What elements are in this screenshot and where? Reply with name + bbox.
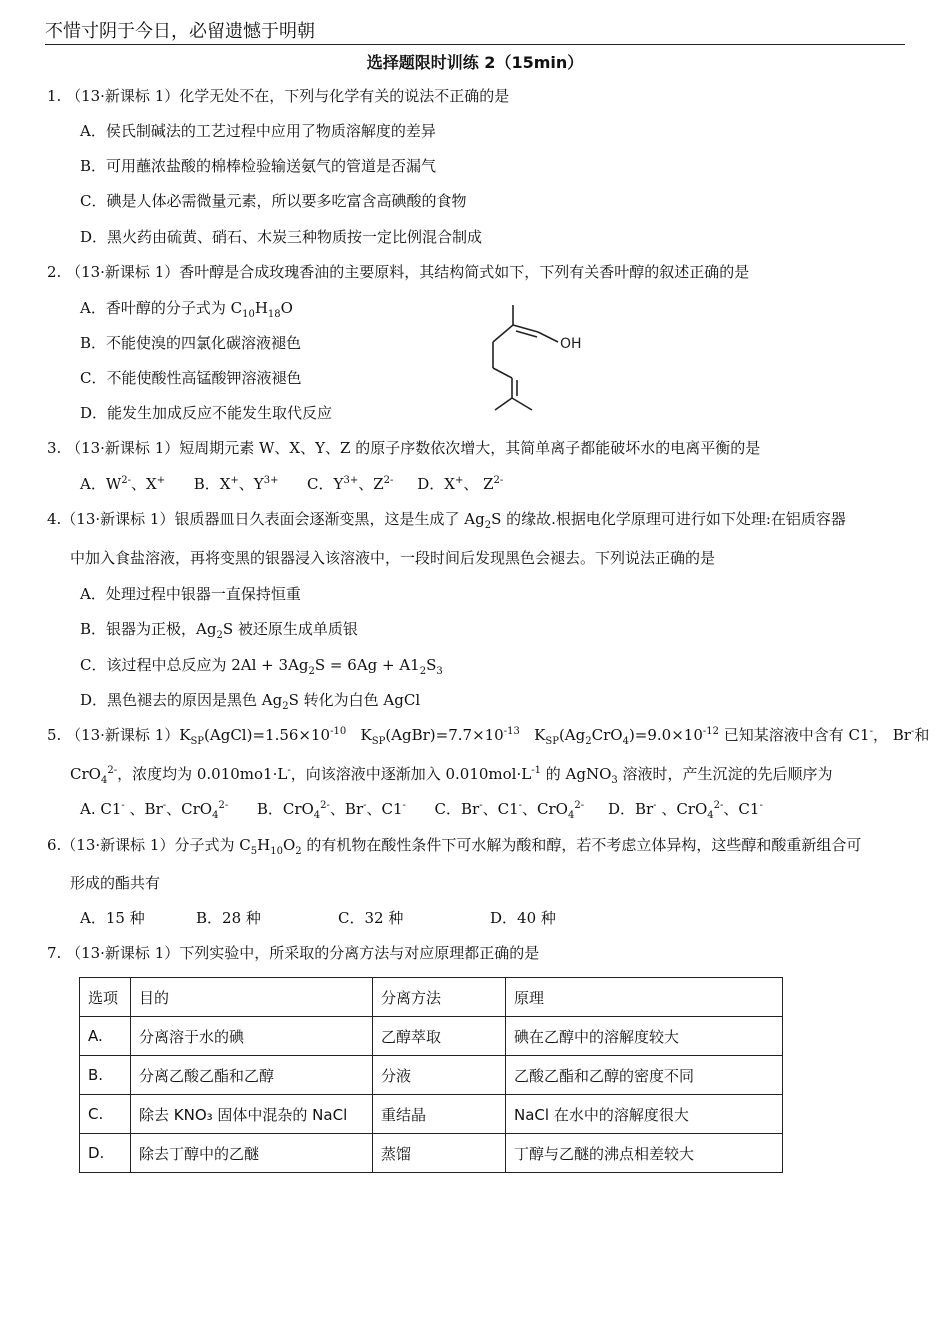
q4-option-b: B．银器为正极，$Ag_2S$ 被还原生成单质银 — [80, 620, 358, 641]
table-cell: 除去 KNO₃ 固体中混杂的 NaCl — [131, 1095, 373, 1134]
table-cell: 乙醇萃取 — [373, 1017, 506, 1056]
table-cell: NaCl 在水中的溶解度很大 — [506, 1095, 783, 1134]
q2-option-d: D．能发生加成反应不能发生取代反应 — [80, 404, 333, 422]
page-title: 选择题限时训练 2（15min） — [366, 53, 584, 72]
q7-stem: 7. （13·新课标 1）下列实验中，所采取的分离方法与对应原理都正确的是 — [47, 944, 540, 962]
q6-option-a: A．15 种 — [80, 909, 145, 927]
q4-option-a: A．处理过程中银器一直保持恒重 — [80, 585, 301, 603]
table-header-cell: 分离方法 — [373, 978, 506, 1017]
q1-option-b: B．可用蘸浓盐酸的棉棒检验输送氨气的管道是否漏气 — [80, 157, 437, 175]
table-row — [80, 1134, 783, 1173]
q5-stem-line1: 5. （13·新课标 $1)K_{SP}(AgCl)=1.56\times 10^{-10}$ $K_{SP}(AgBr)=7.7\times 10^{-13}$ $K_{SP}(Ag_2CrO_4)=9.0\times 10^{-12}$ 已知某溶液中含有 C1-， Br-和 — [47, 726, 930, 747]
q2-option-b: B．不能使溴的四氯化碳溶液褪色 — [80, 334, 302, 352]
geraniol-structure — [480, 300, 610, 420]
table-row — [80, 1017, 783, 1056]
q4-stem-line2: 中加入食盐溶液，再将变黑的银器浸入该溶液中，一段时间后发现黑色会褪去。下列说法正确的是 — [70, 549, 716, 567]
table-cell: 蒸馏 — [373, 1134, 506, 1173]
q1-stem: 1. （13·新课标 1）化学无处不在，下列与化学有关的说法不正确的是 — [47, 87, 510, 105]
q7-table — [79, 977, 783, 1173]
table-cell: 分离乙酸乙酯和乙醇 — [131, 1056, 373, 1095]
table-header-cell: 目的 — [131, 978, 373, 1017]
q1-option-a: A．侯氏制碱法的工艺过程中应用了物质溶解度的差异 — [80, 122, 436, 140]
q2-option-a: A．香叶醇的分子式为 $C_{10}H_{18}O$ — [80, 299, 293, 320]
table-header-row — [80, 978, 783, 1017]
q2-option-c: C．不能使酸性高锰酸钾溶液褪色 — [80, 369, 302, 387]
table-cell: 分液 — [373, 1056, 506, 1095]
q3-stem: 3. （13·新课标 1）短周期元素 W、X、Y、Z 的原子序数依次增大，其简单离子都能破坏水的电离平衡的是 — [47, 439, 761, 457]
table-cell: 分离溶于水的碘 — [131, 1017, 373, 1056]
table-row — [80, 1056, 783, 1095]
q1-option-d: D．黑火药由硫黄、硝石、木炭三种物质按一定比例混合制成 — [80, 228, 483, 246]
q6-option-d: D．40 种 — [490, 909, 556, 927]
table-cell: B. — [80, 1056, 131, 1095]
table-cell: A. — [80, 1017, 131, 1056]
q6-option-b: B．28 种 — [196, 909, 261, 927]
table-row — [80, 1095, 783, 1134]
table-cell: 丁醇与乙醚的沸点相差较大 — [506, 1134, 783, 1173]
q6-stem-line1: 6.（13·新课标 1）分子式为 $C_5H_{10}O_2$ 的有机物在酸性条件下可水解为酸和醇，若不考虑立体异构，这些醇和酸重新组合可 — [47, 836, 862, 857]
table-cell: C. — [80, 1095, 131, 1134]
table-cell: 乙酸乙酯和乙醇的密度不同 — [506, 1056, 783, 1095]
q4-option-c: C．该过程中总反应为 $2Al + 3Ag_2S = 6Ag + A1_2S_3$ — [80, 656, 443, 677]
page-header-motto: 不惜寸阴于今日，必留遗憾于明朝 — [45, 20, 905, 45]
q6-option-c: C．32 种 — [338, 909, 404, 927]
q2-stem: 2. （13·新课标 1）香叶醇是合成玫瑰香油的主要原料，其结构简式如下，下列有关香叶醇的叙述正确的是 — [47, 263, 750, 281]
q1-option-c: C．碘是人体必需微量元素，所以要多吃富含高碘酸的食物 — [80, 192, 467, 210]
table-header-cell: 选项 — [80, 978, 131, 1017]
table-cell: 碘在乙醇中的溶解度较大 — [506, 1017, 783, 1056]
table-header-cell: 原理 — [506, 978, 783, 1017]
hydroxyl-label: OH — [560, 336, 582, 352]
q4-stem-line1: 4.（13·新课标 1）银质器皿日久表面会逐渐变黑，这是生成了 $Ag_2S$ 的缘故.根据电化学原理可进行如下处理:在铝质容器 — [47, 510, 846, 531]
q3-options: A．$W^{2-}$、X+ B．X+、$Y^{3+}$ C．$Y^{3+}$、$Z^{2-}$ D．X+、 $Z^{2-}$ — [80, 475, 504, 493]
q5-stem-line2: CrO$_4^{2-}$，浓度均为 0.010mo1·L-，向该溶液中逐渐加入 $0.010mol\cdot L^{-1}$ 的 AgNO$_3$ 溶液时，产生沉淀的先后顺序为 — [70, 765, 833, 786]
table-cell: D. — [80, 1134, 131, 1173]
q4-option-d: D．黑色褪去的原因是黑色 $Ag_2S$ 转化为白色 AgCl — [80, 691, 421, 712]
q6-stem-line2: 形成的酯共有 — [70, 874, 161, 892]
table-cell: 除去丁醇中的乙醚 — [131, 1134, 373, 1173]
table-cell: 重结晶 — [373, 1095, 506, 1134]
q5-options: A. C1- 、Br-、CrO$_4^{2-}$ B．CrO$_4^{2-}$、Br-、C1- C．Br-、C1-、CrO$_4^{2-}$ D．Br- 、CrO$_4^{2-}$、C1- — [80, 800, 763, 821]
